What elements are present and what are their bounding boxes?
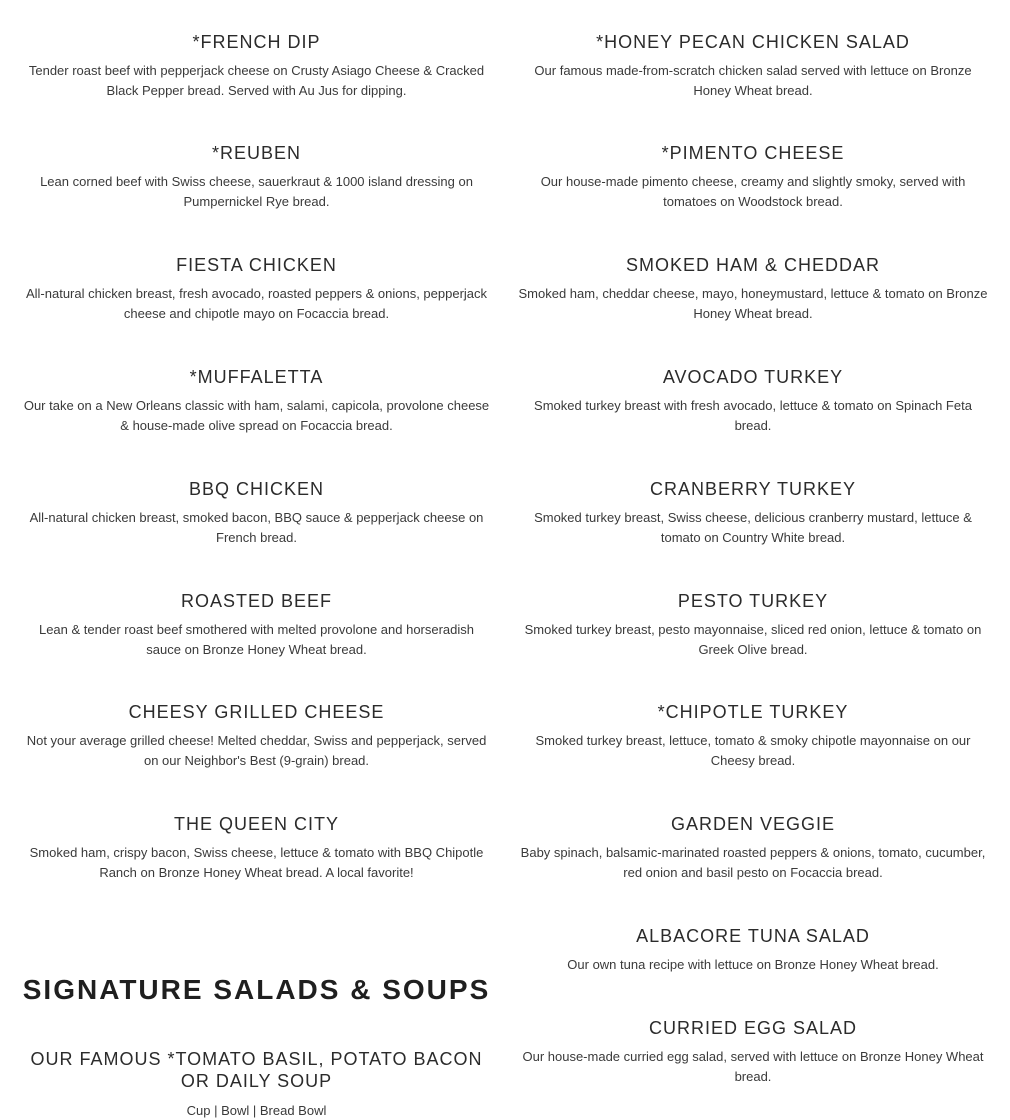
- menu-item: [518, 701, 988, 770]
- section-title: SIGNATURE SALADS & SOUPS: [22, 974, 491, 1005]
- menu-item-description: Lean & tender roast beef smothered with melted provolone and horseradish sauce on Bronze Honey Wheat bread.: [38, 622, 475, 657]
- menu-item: [22, 366, 491, 435]
- menu-item-title: GARDEN VEGGIE: [670, 814, 836, 834]
- menu-item-description: All-natural chicken breast, smoked bacon, BBQ sauce & pepperjack cheese on French bread.: [29, 510, 484, 545]
- menu-item: [22, 590, 491, 659]
- menu-item-title: FIESTA CHICKEN: [176, 255, 337, 275]
- menu-item-title: *HONEY PECAN CHICKEN SALAD: [596, 32, 910, 52]
- menu-item-description: Baby spinach, balsamic-marinated roasted peppers & onions, tomato, cucumber, red onion and basil pesto on Focaccia bread.: [520, 845, 986, 880]
- menu-item-description: Not your average grilled cheese! Melted cheddar, Swiss and pepperjack, served on our Neighbor's Best (9-grain) bread.: [26, 733, 487, 768]
- menu-item-title: SMOKED HAM & CHEDDAR: [625, 255, 881, 275]
- menu-item: [518, 590, 988, 659]
- menu-item-title: THE QUEEN CITY: [173, 814, 339, 834]
- menu-item-description: Tender roast beef with pepperjack cheese on Crusty Asiago Cheese & Cracked Black Pepper bread. Served with Au Jus for dipping.: [28, 63, 485, 98]
- menu-item-title: AVOCADO TURKEY: [662, 367, 844, 387]
- menu-item: [518, 31, 988, 100]
- menu-item: [518, 925, 988, 975]
- menu-item-title: PESTO TURKEY: [677, 591, 829, 611]
- menu-item: [22, 31, 491, 100]
- soup-item-title: OUR FAMOUS *TOMATO BASIL, POTATO BACON OR DAILY SOUP: [30, 1049, 483, 1091]
- menu-item-description: Smoked ham, crispy bacon, Swiss cheese, lettuce & tomato with BBQ Chipotle Ranch on Bronze Honey Wheat bread. A local favorite!: [29, 845, 484, 880]
- menu-item-description: Smoked turkey breast, lettuce, tomato & smoky chipotle mayonnaise on our Cheesy bread.: [535, 733, 971, 768]
- menu-item-title: ROASTED BEEF: [180, 591, 333, 611]
- menu-item-title: *CHIPOTLE TURKEY: [657, 702, 849, 722]
- menu-item-title: BBQ CHICKEN: [188, 479, 325, 499]
- menu-item-description: Our house-made curried egg salad, served with lettuce on Bronze Honey Wheat bread.: [522, 1049, 984, 1084]
- menu-item: [518, 478, 988, 547]
- menu-item: [22, 478, 491, 547]
- menu-item-title: *PIMENTO CHEESE: [661, 143, 845, 163]
- menu-item-title: CURRIED EGG SALAD: [648, 1018, 858, 1038]
- menu-item: [22, 254, 491, 323]
- menu-item-title: *REUBEN: [211, 143, 302, 163]
- menu-item-title: CHEESY GRILLED CHEESE: [128, 702, 385, 722]
- menu-item-description: Smoked turkey breast, Swiss cheese, delicious cranberry mustard, lettuce & tomato on Country White bread.: [534, 510, 972, 545]
- menu-item-description: Smoked ham, cheddar cheese, mayo, honeymustard, lettuce & tomato on Bronze Honey Wheat bread.: [518, 286, 988, 321]
- menu-item: [22, 701, 491, 770]
- menu-item: [22, 813, 491, 882]
- menu-item-description: All-natural chicken breast, fresh avocado, roasted peppers & onions, pepperjack cheese and chipotle mayo on Focaccia bread.: [25, 286, 488, 321]
- menu-item-title: ALBACORE TUNA SALAD: [636, 926, 870, 946]
- menu-item: [22, 142, 491, 211]
- menu-item: [518, 813, 988, 882]
- menu-item-description: Our take on a New Orleans classic with ham, salami, capicola, provolone cheese & house-made olive spread on Focaccia bread.: [23, 398, 490, 433]
- menu-item-description: Smoked turkey breast with fresh avocado, lettuce & tomato on Spinach Feta bread.: [534, 398, 972, 433]
- menu-item-description: Our house-made pimento cheese, creamy and slightly smoky, served with tomatoes on Woodstock bread.: [540, 174, 966, 209]
- menu-item: [518, 142, 988, 211]
- menu-item-title: CRANBERRY TURKEY: [649, 479, 857, 499]
- soup-sizes: Cup | Bowl | Bread Bowl: [186, 1103, 327, 1118]
- menu-item-description: Our famous made-from-scratch chicken salad served with lettuce on Bronze Honey Wheat bread.: [534, 63, 972, 98]
- menu-item-description: Our own tuna recipe with lettuce on Bronze Honey Wheat bread.: [567, 957, 939, 972]
- menu-item: [518, 1017, 988, 1086]
- menu-item-description: Lean corned beef with Swiss cheese, sauerkraut & 1000 island dressing on Pumpernickel Rye bread.: [40, 174, 473, 209]
- menu-item-title: *FRENCH DIP: [192, 32, 321, 52]
- menu-item: [518, 366, 988, 435]
- menu-item: [518, 254, 988, 323]
- menu-item-description: Smoked turkey breast, pesto mayonnaise, sliced red onion, lettuce & tomato on Greek Olive bread.: [524, 622, 982, 657]
- menu-item-title: *MUFFALETTA: [189, 367, 324, 387]
